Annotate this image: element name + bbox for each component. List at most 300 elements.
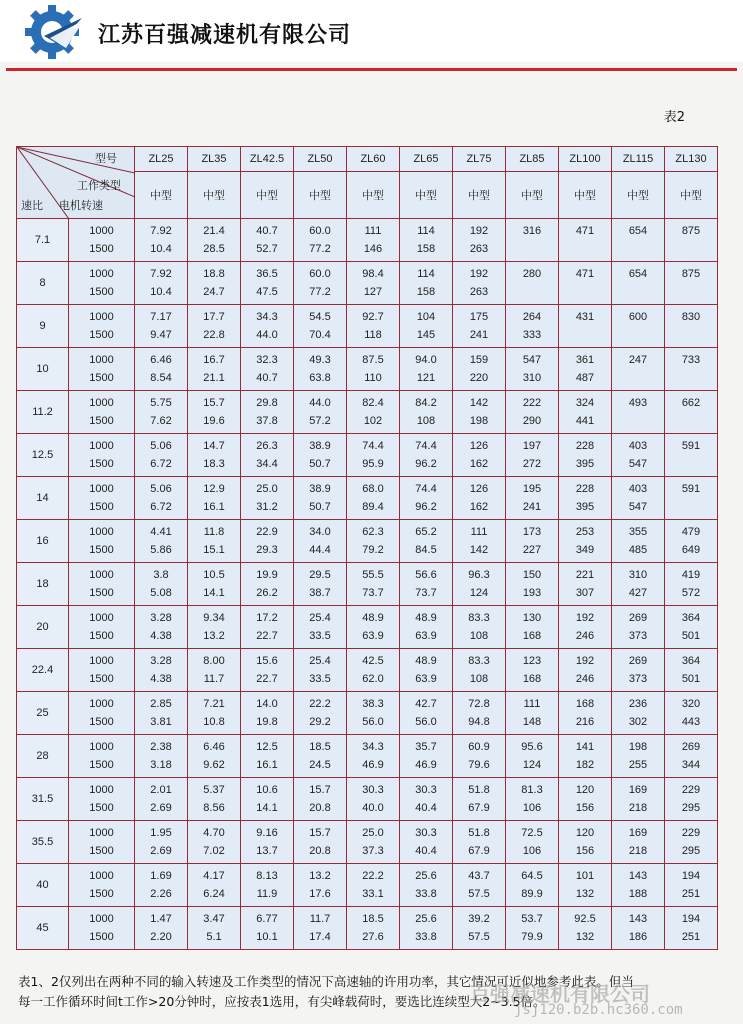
power-value: 5.37 bbox=[203, 784, 225, 796]
power-value: 1.69 bbox=[150, 870, 172, 882]
power-cell bbox=[612, 692, 665, 735]
power-value: 84.2 bbox=[415, 397, 437, 409]
power-value: 40.7 bbox=[256, 225, 278, 237]
power-value: 591 bbox=[681, 483, 701, 495]
power-cell bbox=[241, 735, 294, 778]
power-value: 218 bbox=[628, 802, 648, 814]
power-cell bbox=[241, 692, 294, 735]
power-value: 92.5 bbox=[574, 913, 596, 925]
power-cell bbox=[188, 563, 241, 606]
power-value: 25.4 bbox=[309, 655, 331, 667]
model-header: ZL35 bbox=[188, 147, 241, 172]
power-value: 79.6 bbox=[468, 759, 490, 771]
power-cell bbox=[453, 391, 506, 434]
power-value: 44.0 bbox=[309, 397, 331, 409]
power-cell bbox=[506, 219, 559, 262]
speed-cell bbox=[69, 305, 135, 348]
power-value: 51.8 bbox=[468, 784, 490, 796]
power-value: 83.3 bbox=[468, 655, 490, 667]
power-value: 373 bbox=[628, 630, 648, 642]
ratio-cell: 8 bbox=[17, 262, 69, 305]
power-value: 547 bbox=[522, 354, 542, 366]
power-value: 38.3 bbox=[362, 698, 384, 710]
power-value: 251 bbox=[681, 931, 701, 943]
power-value: 310 bbox=[522, 372, 542, 384]
power-cell bbox=[241, 907, 294, 950]
power-cell bbox=[665, 348, 718, 391]
power-value: 280 bbox=[522, 268, 542, 280]
speed-value: 1000 bbox=[89, 225, 114, 237]
power-cell bbox=[347, 606, 400, 649]
power-value bbox=[665, 413, 717, 429]
power-cell bbox=[665, 692, 718, 735]
power-value: 395 bbox=[575, 501, 595, 513]
power-cell bbox=[612, 477, 665, 520]
power-value: 77.2 bbox=[309, 243, 331, 255]
power-value: 48.9 bbox=[415, 612, 437, 624]
worktype-header: 中型 bbox=[135, 172, 188, 219]
table-row bbox=[17, 262, 718, 305]
power-value bbox=[559, 241, 611, 257]
model-header: ZL85 bbox=[506, 147, 559, 172]
power-value: 132 bbox=[575, 931, 595, 943]
power-value: 101 bbox=[575, 870, 595, 882]
power-cell bbox=[188, 735, 241, 778]
power-value: 222 bbox=[522, 397, 542, 409]
power-cell bbox=[400, 434, 453, 477]
table-row bbox=[17, 821, 718, 864]
power-value: 547 bbox=[628, 501, 648, 513]
table-row bbox=[17, 477, 718, 520]
power-value: 40.7 bbox=[256, 372, 278, 384]
power-value: 361 bbox=[575, 354, 595, 366]
power-value: 10.8 bbox=[203, 716, 225, 728]
power-cell bbox=[559, 305, 612, 348]
power-cell bbox=[347, 219, 400, 262]
power-value: 73.7 bbox=[362, 587, 384, 599]
power-cell bbox=[612, 606, 665, 649]
power-value: 44.4 bbox=[309, 544, 331, 556]
speed-value: 1000 bbox=[89, 612, 114, 624]
power-cell bbox=[506, 735, 559, 778]
power-cell bbox=[612, 262, 665, 305]
power-cell bbox=[559, 348, 612, 391]
power-value: 92.7 bbox=[362, 311, 384, 323]
power-cell bbox=[400, 219, 453, 262]
power-value: 175 bbox=[469, 311, 489, 323]
power-value: 108 bbox=[469, 630, 489, 642]
power-cell bbox=[135, 520, 188, 563]
power-cell bbox=[612, 735, 665, 778]
power-cell bbox=[135, 735, 188, 778]
power-value: 159 bbox=[469, 354, 489, 366]
power-value: 295 bbox=[681, 802, 701, 814]
power-value: 487 bbox=[575, 372, 595, 384]
worktype-header: 中型 bbox=[241, 172, 294, 219]
power-value: 9.62 bbox=[203, 759, 225, 771]
power-value: 17.7 bbox=[203, 311, 225, 323]
speed-cell bbox=[69, 262, 135, 305]
power-cell bbox=[135, 348, 188, 391]
power-value: 194 bbox=[681, 913, 701, 925]
power-cell bbox=[135, 606, 188, 649]
speed-value: 1500 bbox=[89, 243, 114, 255]
power-value: 82.4 bbox=[362, 397, 384, 409]
power-value: 10.4 bbox=[150, 286, 172, 298]
power-cell bbox=[135, 434, 188, 477]
power-cell bbox=[665, 778, 718, 821]
model-header: ZL42.5 bbox=[241, 147, 294, 172]
power-value: 63.9 bbox=[415, 673, 437, 685]
power-value: 21.4 bbox=[203, 225, 225, 237]
power-cell bbox=[612, 778, 665, 821]
power-value: 40.4 bbox=[415, 845, 437, 857]
power-cell bbox=[665, 520, 718, 563]
power-cell bbox=[188, 821, 241, 864]
power-cell bbox=[347, 821, 400, 864]
ratio-cell: 40 bbox=[17, 864, 69, 907]
power-value: 32.3 bbox=[256, 354, 278, 366]
power-cell bbox=[559, 907, 612, 950]
power-value: 25.6 bbox=[415, 870, 437, 882]
power-value: 29.5 bbox=[309, 569, 331, 581]
power-value: 44.0 bbox=[256, 329, 278, 341]
power-value: 34.3 bbox=[362, 741, 384, 753]
power-cell bbox=[506, 778, 559, 821]
speed-value: 1500 bbox=[89, 329, 114, 341]
power-value bbox=[612, 413, 664, 429]
power-value: 39.2 bbox=[468, 913, 490, 925]
power-value: 118 bbox=[364, 329, 382, 341]
power-cell bbox=[400, 864, 453, 907]
power-cell bbox=[665, 606, 718, 649]
power-value: 110 bbox=[364, 372, 382, 384]
speed-cell bbox=[69, 735, 135, 778]
power-value: 28.5 bbox=[203, 243, 225, 255]
power-value: 25.4 bbox=[309, 612, 331, 624]
power-value: 572 bbox=[681, 587, 701, 599]
power-cell bbox=[188, 348, 241, 391]
speed-value: 1000 bbox=[89, 655, 114, 667]
power-value: 9.16 bbox=[256, 827, 278, 839]
ratio-cell: 12.5 bbox=[17, 434, 69, 477]
power-value: 30.3 bbox=[415, 784, 437, 796]
worktype-header: 中型 bbox=[453, 172, 506, 219]
power-value: 49.3 bbox=[309, 354, 331, 366]
power-cell bbox=[453, 692, 506, 735]
power-cell bbox=[400, 735, 453, 778]
power-cell bbox=[453, 262, 506, 305]
power-cell bbox=[453, 821, 506, 864]
power-cell bbox=[294, 305, 347, 348]
power-value: 875 bbox=[681, 225, 701, 237]
power-value: 106 bbox=[522, 845, 542, 857]
power-value: 20.8 bbox=[309, 802, 331, 814]
power-value: 26.2 bbox=[256, 587, 278, 599]
power-value bbox=[665, 241, 717, 257]
speed-cell bbox=[69, 821, 135, 864]
power-cell bbox=[559, 219, 612, 262]
worktype-header: 中型 bbox=[400, 172, 453, 219]
power-value: 169 bbox=[628, 827, 648, 839]
power-value: 16.7 bbox=[203, 354, 225, 366]
power-value: 77.2 bbox=[309, 286, 331, 298]
power-cell bbox=[135, 649, 188, 692]
speed-cell bbox=[69, 434, 135, 477]
speed-value: 1500 bbox=[89, 415, 114, 427]
power-value: 2.69 bbox=[150, 802, 172, 814]
power-value: 349 bbox=[575, 544, 595, 556]
power-value: 649 bbox=[681, 544, 701, 556]
power-value: 236 bbox=[628, 698, 648, 710]
speed-value: 1000 bbox=[89, 827, 114, 839]
power-value: 246 bbox=[575, 673, 595, 685]
power-value: 150 bbox=[522, 569, 542, 581]
speed-value: 1000 bbox=[89, 870, 114, 882]
power-cell bbox=[241, 864, 294, 907]
power-cell bbox=[400, 477, 453, 520]
power-value: 471 bbox=[575, 268, 595, 280]
power-cell bbox=[188, 907, 241, 950]
power-cell bbox=[506, 563, 559, 606]
power-cell bbox=[665, 864, 718, 907]
power-value: 263 bbox=[469, 286, 489, 298]
power-value: 1.95 bbox=[150, 827, 172, 839]
power-value: 10.4 bbox=[150, 243, 172, 255]
power-cell bbox=[559, 692, 612, 735]
power-value: 4.38 bbox=[150, 673, 172, 685]
power-cell bbox=[294, 649, 347, 692]
power-value: 145 bbox=[416, 329, 436, 341]
power-cell bbox=[347, 735, 400, 778]
power-value: 31.2 bbox=[256, 501, 278, 513]
worktype-header: 中型 bbox=[294, 172, 347, 219]
power-cell bbox=[400, 821, 453, 864]
speed-cell bbox=[69, 348, 135, 391]
power-value: 72.5 bbox=[521, 827, 543, 839]
power-value bbox=[665, 499, 717, 515]
power-cell bbox=[347, 305, 400, 348]
table-row bbox=[17, 520, 718, 563]
worktype-header: 中型 bbox=[506, 172, 559, 219]
power-value: 255 bbox=[628, 759, 648, 771]
power-value: 158 bbox=[416, 243, 436, 255]
power-value: 143 bbox=[628, 870, 648, 882]
power-cell bbox=[665, 649, 718, 692]
power-cell bbox=[400, 649, 453, 692]
power-value: 431 bbox=[575, 311, 595, 323]
corner-model-label: 型号 bbox=[95, 153, 117, 165]
power-value: 2.01 bbox=[150, 784, 172, 796]
power-cell bbox=[400, 778, 453, 821]
power-value: 62.0 bbox=[362, 673, 384, 685]
power-cell bbox=[188, 692, 241, 735]
power-value: 79.2 bbox=[362, 544, 384, 556]
worktype-header: 中型 bbox=[612, 172, 665, 219]
power-cell bbox=[453, 778, 506, 821]
power-value: 2.85 bbox=[150, 698, 172, 710]
power-cell bbox=[453, 434, 506, 477]
table-row bbox=[17, 305, 718, 348]
power-value: 364 bbox=[681, 655, 701, 667]
power-value: 111 bbox=[523, 698, 541, 710]
power-cell bbox=[612, 864, 665, 907]
power-value: 26.3 bbox=[256, 440, 278, 452]
power-value: 114 bbox=[417, 225, 435, 237]
power-value: 38.9 bbox=[309, 440, 331, 452]
power-value: 2.20 bbox=[150, 931, 172, 943]
power-cell bbox=[453, 219, 506, 262]
power-value: 141 bbox=[575, 741, 595, 753]
power-value: 18.5 bbox=[309, 741, 331, 753]
power-cell bbox=[506, 864, 559, 907]
power-value: 830 bbox=[681, 311, 701, 323]
speed-cell bbox=[69, 907, 135, 950]
corner-header bbox=[17, 147, 135, 219]
power-value: 13.7 bbox=[256, 845, 278, 857]
power-cell bbox=[241, 305, 294, 348]
power-value: 142 bbox=[469, 544, 489, 556]
speed-value: 1500 bbox=[89, 458, 114, 470]
power-value: 3.8 bbox=[153, 569, 169, 581]
power-value: 218 bbox=[628, 845, 648, 857]
power-value: 10.1 bbox=[256, 931, 278, 943]
worktype-header: 中型 bbox=[347, 172, 400, 219]
power-value: 36.5 bbox=[256, 268, 278, 280]
power-value: 47.5 bbox=[256, 286, 278, 298]
power-table bbox=[16, 146, 718, 950]
power-value: 403 bbox=[628, 483, 648, 495]
power-value: 55.5 bbox=[362, 569, 384, 581]
speed-value: 1500 bbox=[89, 845, 114, 857]
power-value: 11.7 bbox=[203, 673, 225, 685]
power-value: 19.9 bbox=[256, 569, 278, 581]
table-row bbox=[17, 649, 718, 692]
company-logo-icon bbox=[22, 4, 92, 59]
power-cell bbox=[241, 778, 294, 821]
power-value: 68.0 bbox=[362, 483, 384, 495]
model-header: ZL130 bbox=[665, 147, 718, 172]
power-cell bbox=[241, 262, 294, 305]
speed-value: 1000 bbox=[89, 483, 114, 495]
power-value: 17.6 bbox=[309, 888, 331, 900]
ratio-cell: 16 bbox=[17, 520, 69, 563]
speed-cell bbox=[69, 391, 135, 434]
power-value: 192 bbox=[575, 612, 595, 624]
power-value: 17.2 bbox=[256, 612, 278, 624]
power-value: 81.3 bbox=[521, 784, 543, 796]
power-value: 54.5 bbox=[309, 311, 331, 323]
power-value: 25.6 bbox=[415, 913, 437, 925]
power-cell bbox=[347, 563, 400, 606]
power-value: 60.0 bbox=[309, 225, 331, 237]
power-value: 198 bbox=[628, 741, 648, 753]
power-cell bbox=[294, 692, 347, 735]
speed-value: 1500 bbox=[89, 587, 114, 599]
power-cell bbox=[294, 907, 347, 950]
power-cell bbox=[453, 907, 506, 950]
power-value: 120 bbox=[575, 784, 595, 796]
power-value: 74.4 bbox=[415, 483, 437, 495]
power-cell bbox=[400, 305, 453, 348]
speed-value: 1000 bbox=[89, 741, 114, 753]
power-value: 40.0 bbox=[362, 802, 384, 814]
power-value bbox=[612, 370, 664, 386]
power-value: 169 bbox=[628, 784, 648, 796]
power-value: 269 bbox=[628, 612, 648, 624]
power-value: 25.0 bbox=[256, 483, 278, 495]
power-value: 79.9 bbox=[521, 931, 543, 943]
ratio-cell: 25 bbox=[17, 692, 69, 735]
power-cell bbox=[241, 348, 294, 391]
power-cell bbox=[612, 520, 665, 563]
corner-ratio-label: 速比 bbox=[21, 200, 43, 212]
power-value: 443 bbox=[681, 716, 701, 728]
ratio-cell: 11.2 bbox=[17, 391, 69, 434]
power-value: 251 bbox=[681, 888, 701, 900]
power-value: 220 bbox=[469, 372, 489, 384]
speed-value: 1000 bbox=[89, 397, 114, 409]
power-value: 29.3 bbox=[256, 544, 278, 556]
power-value: 8.54 bbox=[150, 372, 172, 384]
power-value: 2.38 bbox=[150, 741, 172, 753]
power-cell bbox=[188, 434, 241, 477]
power-value: 295 bbox=[681, 845, 701, 857]
power-cell bbox=[665, 262, 718, 305]
power-value: 89.4 bbox=[362, 501, 384, 513]
ratio-cell: 22.4 bbox=[17, 649, 69, 692]
speed-value: 1500 bbox=[89, 716, 114, 728]
power-cell bbox=[559, 262, 612, 305]
power-cell bbox=[188, 864, 241, 907]
power-value: 471 bbox=[575, 225, 595, 237]
power-cell bbox=[559, 563, 612, 606]
power-value: 10.5 bbox=[203, 569, 225, 581]
power-cell bbox=[453, 735, 506, 778]
power-cell bbox=[294, 606, 347, 649]
power-cell bbox=[612, 348, 665, 391]
power-value: 57.5 bbox=[468, 931, 490, 943]
power-value: 591 bbox=[681, 440, 701, 452]
model-header: ZL60 bbox=[347, 147, 400, 172]
power-value: 102 bbox=[363, 415, 383, 427]
power-value: 310 bbox=[628, 569, 648, 581]
power-value: 7.92 bbox=[150, 268, 172, 280]
watermark-site: jsj120.b2b.hc360.com bbox=[514, 1002, 683, 1018]
power-value: 50.7 bbox=[309, 458, 331, 470]
speed-value: 1500 bbox=[89, 630, 114, 642]
power-cell bbox=[347, 434, 400, 477]
power-value: 142 bbox=[469, 397, 489, 409]
power-value: 2.26 bbox=[150, 888, 172, 900]
speed-value: 1000 bbox=[89, 354, 114, 366]
power-value: 547 bbox=[628, 458, 648, 470]
model-header: ZL65 bbox=[400, 147, 453, 172]
speed-value: 1000 bbox=[89, 784, 114, 796]
power-cell bbox=[347, 520, 400, 563]
power-value: 34.4 bbox=[256, 458, 278, 470]
power-value: 247 bbox=[628, 354, 648, 366]
power-value: 83.3 bbox=[468, 612, 490, 624]
power-value: 5.06 bbox=[150, 483, 172, 495]
power-value: 33.1 bbox=[362, 888, 384, 900]
power-value: 87.5 bbox=[362, 354, 384, 366]
power-value: 48.9 bbox=[415, 655, 437, 667]
speed-value: 1000 bbox=[89, 526, 114, 538]
speed-value: 1500 bbox=[89, 372, 114, 384]
power-value: 37.8 bbox=[256, 415, 278, 427]
power-cell bbox=[559, 821, 612, 864]
